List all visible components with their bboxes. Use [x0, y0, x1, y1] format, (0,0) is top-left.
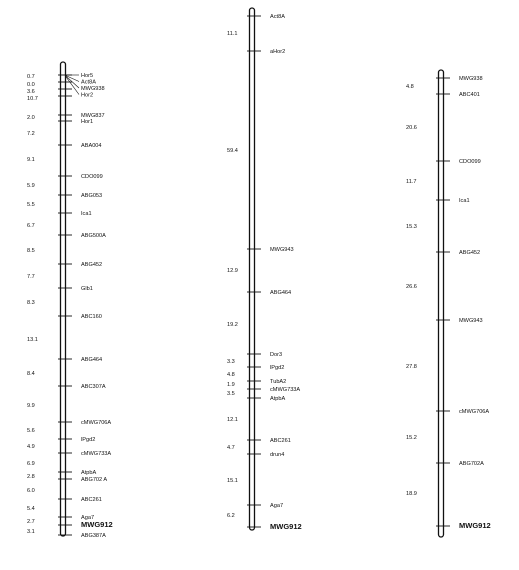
- interval-distance: 5.6: [27, 428, 35, 434]
- interval-distance: 8.4: [27, 371, 35, 377]
- interval-distance: 4.8: [406, 84, 414, 90]
- marker-label: ABG702A: [459, 461, 484, 467]
- interval-distance: 20.6: [406, 125, 417, 131]
- marker-label: Aga7: [81, 515, 95, 521]
- marker-label: Ica1: [81, 211, 92, 217]
- left-map: [27, 62, 113, 539]
- interval-distance: 12.9: [227, 268, 238, 274]
- marker-label: MWG837: [81, 113, 105, 119]
- marker-label: MWG943: [459, 318, 483, 324]
- marker-label: ABC261: [270, 438, 291, 444]
- marker-label: AtpbA: [81, 470, 97, 476]
- marker-label: CDO099: [459, 159, 481, 165]
- marker-label: Hor2: [81, 92, 94, 99]
- interval-distance: 15.1: [227, 478, 238, 484]
- marker-label: Act8A: [270, 14, 285, 20]
- marker-label: Ica1: [459, 198, 470, 204]
- chromosome-bar: [250, 8, 255, 530]
- interval-distance: 5.4: [27, 506, 35, 512]
- interval-distance: 9.9: [27, 403, 35, 409]
- interval-distance: 4.9: [27, 444, 35, 450]
- interval-distance: 3.5: [227, 391, 235, 397]
- marker-label: MWG938: [459, 76, 483, 82]
- marker-label: AtpbA: [270, 396, 286, 402]
- marker-label: MWG912: [81, 520, 113, 529]
- chromosome-bar: [61, 62, 66, 536]
- marker-label: Hor1: [81, 119, 94, 125]
- marker-connector: [66, 77, 79, 95]
- interval-distance: 6.2: [227, 513, 235, 519]
- interval-distance: 7.2: [27, 131, 35, 137]
- marker-label: MWG943: [270, 247, 294, 253]
- interval-distance: 1.9: [227, 382, 235, 388]
- marker-label: ABC401: [459, 92, 480, 98]
- interval-distance: 3.6: [27, 89, 35, 95]
- marker-label: ABA004: [81, 143, 102, 149]
- marker-label: cMWG733A: [270, 387, 301, 393]
- marker-label: ABG464: [81, 357, 103, 363]
- interval-distance: 15.3: [406, 224, 417, 230]
- right-map: [406, 70, 491, 537]
- marker-label: MWG938: [81, 86, 105, 92]
- marker-label: cMWG733A: [81, 451, 112, 457]
- marker-label: cMWG706A: [81, 420, 112, 426]
- marker-label: ABG452: [81, 262, 103, 268]
- marker-label: ABG500A: [81, 233, 106, 239]
- interval-distance: 11.7: [406, 179, 417, 185]
- interval-distance: 26.6: [406, 284, 417, 290]
- marker-connector: [66, 76, 79, 82]
- marker-label: Glb1: [81, 286, 93, 292]
- marker-label: Aga7: [270, 503, 284, 509]
- marker-label: ABG053: [81, 193, 103, 199]
- interval-distance: 2.0: [27, 115, 35, 121]
- middle-map: [227, 8, 302, 531]
- interval-distance: 15.2: [406, 435, 417, 441]
- marker-label: Act8A: [81, 79, 96, 86]
- marker-label: drun4: [270, 452, 285, 458]
- interval-distance: 10.7: [27, 96, 38, 102]
- marker-label: CDO099: [81, 174, 103, 180]
- marker-label: ABG387A: [81, 533, 106, 539]
- interval-distance: 0.7: [27, 74, 35, 80]
- interval-distance: 19.2: [227, 322, 238, 328]
- interval-distance: 4.7: [227, 445, 235, 451]
- interval-distance: 12.1: [227, 417, 238, 423]
- interval-distance: 8.3: [27, 300, 35, 306]
- interval-distance: 18.9: [406, 491, 417, 497]
- marker-label: cMWG706A: [459, 409, 490, 415]
- chromosome-bar: [439, 70, 444, 537]
- interval-distance: 6.7: [27, 223, 35, 229]
- marker-label: MWG912: [270, 522, 302, 531]
- interval-distance: 13.1: [27, 337, 38, 343]
- interval-distance: 11.1: [227, 31, 238, 37]
- interval-distance: 2.8: [27, 474, 35, 480]
- marker-label: Hor5: [81, 73, 94, 79]
- marker-label: ABG452: [459, 250, 481, 256]
- marker-label: ABG702 A: [81, 477, 108, 483]
- interval-distance: 59.4: [227, 148, 238, 154]
- marker-label: ABG464: [270, 290, 292, 296]
- interval-distance: 0.0: [27, 82, 35, 88]
- interval-distance: 9.1: [27, 157, 35, 163]
- marker-label: ABC307A: [81, 384, 106, 390]
- marker-label: lPgd2: [81, 437, 96, 443]
- interval-distance: 3.1: [27, 529, 35, 535]
- interval-distance: 4.8: [227, 372, 235, 378]
- interval-distance: 6.9: [27, 461, 35, 467]
- interval-distance: 5.5: [27, 202, 35, 208]
- marker-label: aHor2: [270, 49, 286, 55]
- interval-distance: 27.8: [406, 364, 417, 370]
- interval-distance: 5.9: [27, 183, 35, 189]
- marker-label: TubA2: [270, 379, 287, 385]
- marker-label: lPgd2: [270, 365, 285, 371]
- marker-label: ABC261: [81, 497, 102, 503]
- marker-label: MWG912: [459, 521, 491, 530]
- interval-distance: 2.7: [27, 519, 35, 525]
- interval-distance: 8.5: [27, 248, 35, 254]
- marker-label: ABC160: [81, 314, 102, 320]
- interval-distance: 6.0: [27, 488, 35, 494]
- interval-distance: 7.7: [27, 274, 35, 280]
- marker-label: Dor3: [270, 352, 283, 358]
- interval-distance: 3.3: [227, 359, 235, 365]
